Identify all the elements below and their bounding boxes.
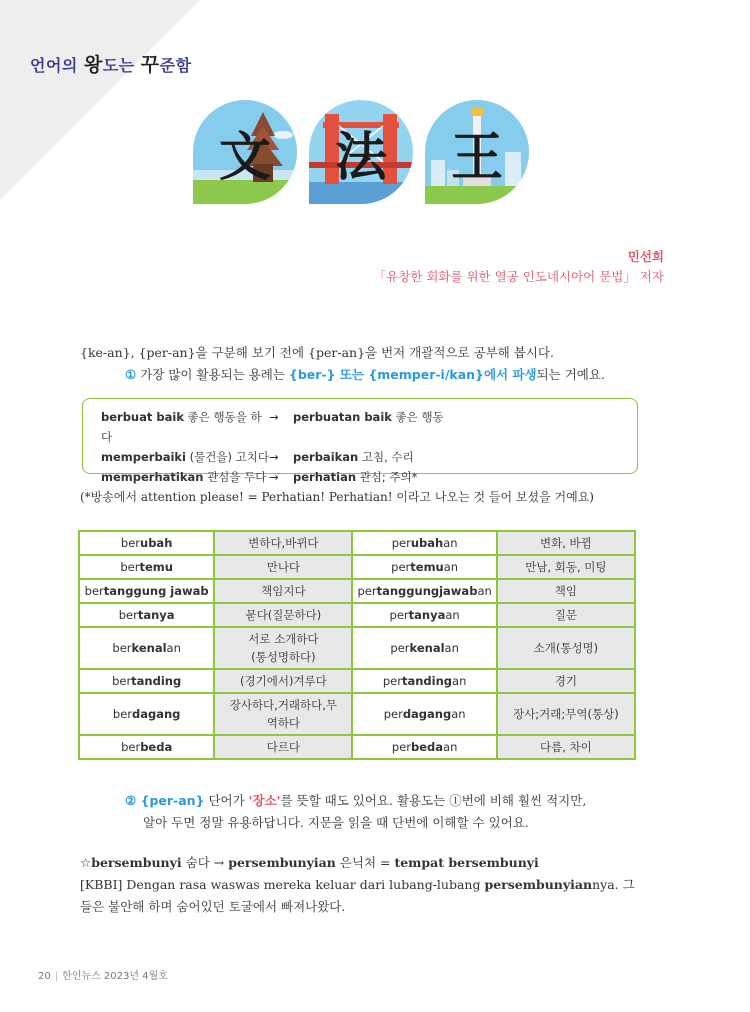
word-prefix: ber: [120, 536, 141, 550]
vocab-meaning: 장사;거래;무역(통상): [497, 693, 635, 735]
vocab-word: [79, 669, 214, 693]
section-number: ②: [125, 793, 137, 808]
section-two-place: '장소': [248, 793, 281, 808]
vocab-row: [79, 693, 635, 735]
vocab-meaning: 경기: [497, 669, 635, 693]
vocab-meaning: 묻다(질문하다): [214, 603, 352, 627]
kbbi-translation: 들은 불안해 하며 숨어있던 토굴에서 빠져나왔다.: [80, 899, 346, 914]
section-two-text: 단어가: [204, 793, 249, 808]
word-prefix: ber: [121, 740, 141, 754]
example-result: perhatian: [293, 470, 357, 484]
section-two-line: 알아 두면 정말 유용하답니다. 지문을 읽을 때 단번에 이해할 수 있어요.: [143, 815, 529, 830]
example-result: perbuatan baik: [293, 410, 392, 424]
word-suffix: an: [477, 584, 492, 598]
medallion-temple: [193, 100, 297, 204]
word-root: dagang: [402, 707, 452, 721]
title-medallions: [193, 100, 573, 210]
word-prefix: per: [391, 536, 411, 550]
word-root: tanding: [131, 674, 182, 688]
section-number: ①: [125, 367, 137, 382]
example-row: [101, 447, 637, 467]
kbbi-highlight: persembunyian: [484, 877, 593, 892]
medallion-bridge: [309, 100, 413, 204]
example-meaning: 관심을 두다: [203, 470, 267, 484]
word-root: tanding: [401, 674, 453, 688]
vocab-meaning: 장사하다,거래하다,무 역하다: [214, 693, 352, 735]
word-suffix: an: [452, 674, 467, 688]
vocab-meaning: 만남, 회동, 미팅: [497, 555, 635, 579]
example-two-synonym: tempat bersembunyi: [394, 855, 539, 870]
author-book: 「유창한 회화를 위한 열공 인도네시아어 문법」 저자: [373, 269, 664, 284]
word-prefix: ber: [112, 641, 132, 655]
word-root: temu: [139, 560, 173, 574]
author-name: 민선희: [627, 249, 664, 264]
example-row: [101, 407, 637, 447]
word-root: tanggung jawab: [103, 584, 209, 598]
arrow-icon: →: [269, 470, 279, 484]
vocab-word: [352, 627, 496, 669]
vocab-row: [79, 555, 635, 579]
word-prefix: ber: [84, 584, 104, 598]
example-two: [80, 852, 680, 918]
hanja-character: 王: [450, 126, 503, 188]
example-result: perbaikan: [293, 450, 359, 464]
vocab-word: [79, 693, 214, 735]
kbbi-text: [KBBI] Dengan rasa waswas mereka keluar dari lubang-lubang: [80, 877, 485, 892]
word-root: beda: [411, 740, 444, 754]
medallion-monument: [425, 100, 529, 204]
word-root: dagang: [132, 707, 181, 721]
word-prefix: per: [357, 584, 377, 598]
word-prefix: per: [382, 674, 402, 688]
example-two-result: persembunyian: [228, 855, 336, 870]
vocab-word: [352, 579, 496, 603]
example-word: berbuat baik: [101, 410, 184, 424]
vocab-meaning: (경기에서)겨루다: [214, 669, 352, 693]
word-root: tanggungjawab: [376, 584, 478, 598]
word-prefix: per: [390, 641, 410, 655]
arrow-icon: →: [269, 410, 279, 424]
vocab-row: [79, 627, 635, 669]
example-word: memperbaiki: [101, 450, 186, 464]
word-suffix: an: [443, 536, 458, 550]
star-icon: ☆: [80, 855, 92, 870]
vocab-word: [79, 735, 214, 759]
vocab-meaning: 책임지다: [214, 579, 352, 603]
vocab-word: [352, 693, 496, 735]
intro-paragraph: [80, 342, 670, 386]
intro-line: [80, 364, 670, 386]
vocab-word: [79, 627, 214, 669]
vocab-meaning: 만나다: [214, 555, 352, 579]
section-two-line: [125, 790, 586, 812]
word-root: ubah: [140, 536, 173, 550]
word-root: tanya: [137, 608, 175, 622]
word-prefix: ber: [112, 674, 132, 688]
section-two: [125, 790, 586, 834]
vocab-meaning: 서로 소개하다 (통성명하다): [214, 627, 352, 669]
vocab-table-body: [79, 531, 635, 759]
vocab-meaning: 소개(통성명): [497, 627, 635, 669]
example-two-word: bersembunyi: [91, 855, 182, 870]
example-result-meaning: 고침, 수리: [358, 450, 414, 464]
vocab-meaning: 다름, 차이: [497, 735, 635, 759]
header-title-text: 언어의: [30, 56, 84, 75]
example-row: [101, 467, 637, 487]
intro-highlight: {ber-} 또는 {memper-i/kan}에서 파생: [288, 367, 537, 382]
example-meaning: 좋은 행동을 하다: [101, 410, 262, 444]
word-suffix: an: [444, 641, 459, 655]
example-box: [82, 398, 638, 484]
example-meaning: (물건을) 고치다: [186, 450, 269, 464]
example-result-meaning: 관심; 주의*: [356, 470, 418, 484]
intro-text: 가장 많이 활용되는 용례는: [136, 367, 289, 382]
word-suffix: an: [451, 707, 466, 721]
note-text: (*방송에서 attention please! = Perhatian! Perhatian! 이라고 나오는 것 들어 보셨을 거예요): [80, 490, 594, 504]
intro-line: {ke-an}, {per-an}을 구분해 보기 전에 {per-an}을 번저 개괄적으로 공부해 봅시다.: [80, 345, 554, 360]
arrow-icon: →: [269, 450, 279, 464]
word-prefix: ber: [120, 560, 140, 574]
word-prefix: per: [383, 707, 403, 721]
word-prefix: per: [391, 740, 411, 754]
section-two-text: 를 뜻할 때도 있어요. 활용도는 ①번에 비해 훨씬 적지만,: [280, 793, 587, 808]
word-suffix: an: [443, 560, 459, 574]
vocab-word: [352, 669, 496, 693]
intro-text: 되는 거예요.: [536, 367, 605, 382]
vocab-word: [79, 603, 214, 627]
word-suffix: an: [443, 740, 458, 754]
header-title-text: 준함: [159, 56, 192, 75]
vocab-word: [79, 555, 214, 579]
word-prefix: ber: [118, 608, 138, 622]
header-title: [30, 50, 192, 77]
example-word: memperhatikan: [101, 470, 204, 484]
vocab-word: [352, 555, 496, 579]
word-root: tanya: [408, 608, 446, 622]
vocab-word: [352, 735, 496, 759]
vocab-meaning: 다르다: [214, 735, 352, 759]
header-title-text: 도는: [102, 56, 141, 75]
author-credit: [374, 247, 664, 287]
vocab-row: [79, 531, 635, 555]
example-two-meaning: 숨다 →: [181, 855, 229, 870]
header-title-emphasis: 왕: [83, 54, 103, 76]
corner-decoration: [0, 0, 200, 200]
section-two-highlight: {per-an}: [136, 793, 205, 808]
vocab-word: [79, 579, 214, 603]
example-result-meaning: 좋은 행동: [391, 410, 444, 424]
hanja-character: 法: [334, 126, 387, 188]
vocab-table: [78, 530, 636, 760]
footer-separator: |: [54, 971, 59, 982]
vocab-meaning: 질문: [497, 603, 635, 627]
page-number: 20: [38, 971, 51, 982]
word-root: ubah: [410, 536, 444, 550]
word-root: kenal: [409, 641, 445, 655]
kbbi-text: nya. 그: [592, 877, 635, 892]
vocab-word: [352, 531, 496, 555]
header-title-emphasis: 꾸: [140, 54, 160, 76]
example-two-line: [80, 852, 680, 874]
word-root: temu: [410, 560, 444, 574]
vocab-row: [79, 579, 635, 603]
word-prefix: per: [389, 608, 409, 622]
vocab-word: [352, 603, 496, 627]
vocab-word: [79, 531, 214, 555]
word-root: beda: [140, 740, 173, 754]
page-footer: [38, 967, 168, 982]
example-two-kbbi: [80, 874, 680, 896]
word-root: kenal: [131, 641, 167, 655]
word-suffix: an: [166, 641, 181, 655]
word-prefix: per: [391, 560, 411, 574]
vocab-row: [79, 603, 635, 627]
vocab-meaning: 책임: [497, 579, 635, 603]
hanja-character: 文: [218, 126, 271, 188]
vocab-row: [79, 735, 635, 759]
vocab-row: [79, 669, 635, 693]
publication-name: 한인뉴스 2023년 4월호: [62, 971, 168, 982]
word-suffix: an: [445, 608, 460, 622]
vocab-meaning: 변화, 바뀜: [497, 531, 635, 555]
vocab-meaning: 변하다,바뀌다: [214, 531, 352, 555]
word-prefix: ber: [112, 707, 132, 721]
example-two-result-meaning: 은닉처 =: [335, 855, 395, 870]
